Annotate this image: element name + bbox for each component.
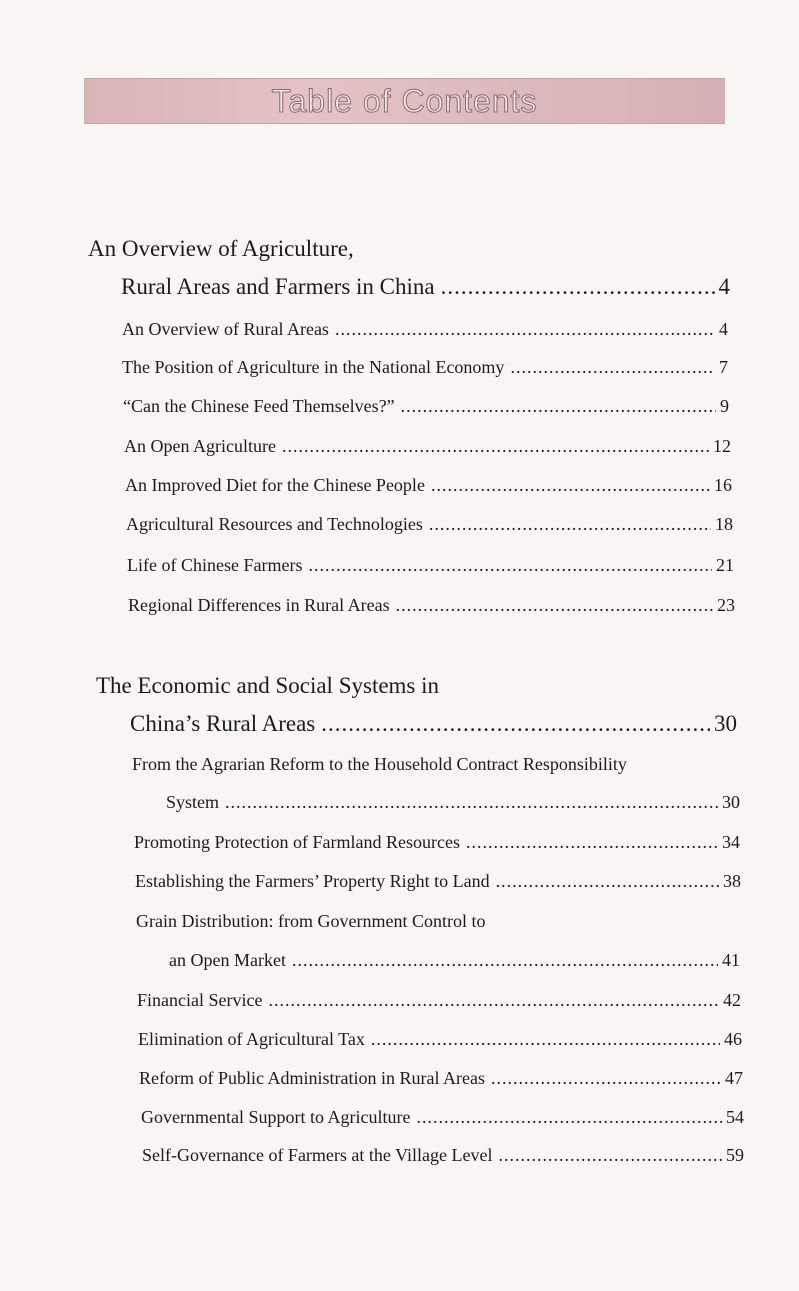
toc-entry[interactable]: [139, 1068, 743, 1089]
page-number: 47: [725, 1068, 743, 1088]
page-number: 9: [720, 396, 729, 416]
entry-title: Regional Differences in Rural Areas: [128, 595, 390, 615]
leader-dots: [268, 990, 719, 1011]
page-number: 4: [719, 319, 728, 339]
section-title-line: An Overview of Agriculture,: [88, 236, 354, 261]
leader-dots: [371, 1029, 720, 1050]
toc-entry[interactable]: [141, 1107, 744, 1128]
entry-title: Elimination of Agricultural Tax: [138, 1029, 365, 1049]
page-number: 42: [723, 990, 741, 1010]
leader-dots: [292, 950, 718, 971]
toc-entry[interactable]: [125, 475, 732, 496]
entry-title: Promoting Protection of Farmland Resources: [134, 832, 460, 852]
toc-entry[interactable]: [126, 514, 733, 535]
page-number: 41: [722, 950, 740, 970]
section-title-line: The Economic and Social Systems in: [96, 673, 440, 698]
toc-entry[interactable]: [134, 832, 740, 853]
section-title: Rural Areas and Farmers in China: [121, 274, 435, 299]
entry-title: Governmental Support to Agriculture: [141, 1107, 411, 1127]
toc-entry[interactable]: [128, 595, 735, 616]
leader-dots: [225, 792, 718, 813]
toc-entry[interactable]: [122, 357, 728, 378]
leader-dots: [466, 832, 718, 853]
page-number: 23: [717, 595, 735, 615]
leader-dots: [498, 1145, 722, 1166]
entry-title: Life of Chinese Farmers: [127, 555, 303, 575]
entry-title: Reform of Public Administration in Rural Areas: [139, 1068, 485, 1088]
page-number: 30: [714, 711, 737, 736]
entry-title: An Open Agriculture: [124, 436, 276, 456]
page-number: 34: [722, 832, 740, 852]
entry-title: Financial Service: [137, 990, 263, 1010]
toc-entry[interactable]: [166, 792, 740, 813]
section-entry[interactable]: [121, 274, 730, 300]
page-number: 21: [716, 555, 734, 575]
entry-title: Agricultural Resources and Technologies: [126, 514, 423, 534]
entry-title: An Overview of Rural Areas: [122, 319, 329, 339]
entry-title: The Position of Agriculture in the National Economy: [122, 357, 505, 377]
leader-dots: [416, 1107, 722, 1128]
leader-dots: [282, 436, 709, 457]
page-number: 18: [715, 514, 733, 534]
leader-dots: [441, 274, 715, 300]
page-number: 4: [718, 274, 730, 299]
leader-dots: [431, 475, 710, 496]
entry-title: Establishing the Farmers’ Property Right to Land: [135, 871, 490, 891]
leader-dots: [491, 1068, 721, 1089]
leader-dots: [429, 514, 711, 535]
entry-title: System: [166, 792, 220, 812]
leader-dots: [496, 871, 719, 892]
toc-entry[interactable]: [137, 990, 741, 1011]
leader-dots: [396, 595, 713, 616]
page-number: 46: [724, 1029, 742, 1049]
page-number: 7: [719, 357, 728, 377]
page-number: 16: [714, 475, 732, 495]
toc-entry[interactable]: [138, 1029, 742, 1050]
leader-dots: [510, 357, 715, 378]
page-number: 38: [723, 871, 741, 891]
toc-entry-wrap-line: Grain Distribution: from Government Control to: [136, 911, 486, 931]
entry-title: An Improved Diet for the Chinese People: [125, 475, 425, 495]
page-title: Table of Contents: [271, 83, 538, 119]
entry-title: “Can the Chinese Feed Themselves?”: [123, 396, 395, 416]
toc-entry-wrap-line: From the Agrarian Reform to the Household Contract Responsibility: [132, 754, 627, 774]
page-number: 12: [713, 436, 731, 456]
leader-dots: [321, 711, 710, 737]
section-entry[interactable]: [130, 711, 737, 737]
leader-dots: [335, 319, 715, 340]
toc-entry[interactable]: [124, 436, 731, 457]
page-number: 59: [726, 1145, 744, 1165]
page-number: 30: [722, 792, 740, 812]
toc-entry[interactable]: [122, 319, 728, 340]
leader-dots: [308, 555, 712, 576]
entry-title: an Open Market: [169, 950, 286, 970]
leader-dots: [401, 396, 716, 417]
toc-entry[interactable]: [142, 1145, 744, 1166]
toc-entry[interactable]: [123, 396, 729, 417]
section-title: China’s Rural Areas: [130, 711, 316, 736]
page-number: 54: [726, 1107, 744, 1127]
entry-title: Self-Governance of Farmers at the Village Level: [142, 1145, 493, 1165]
toc-entry[interactable]: [127, 555, 734, 576]
toc-entry[interactable]: [169, 950, 740, 971]
toc-entry[interactable]: [135, 871, 741, 892]
